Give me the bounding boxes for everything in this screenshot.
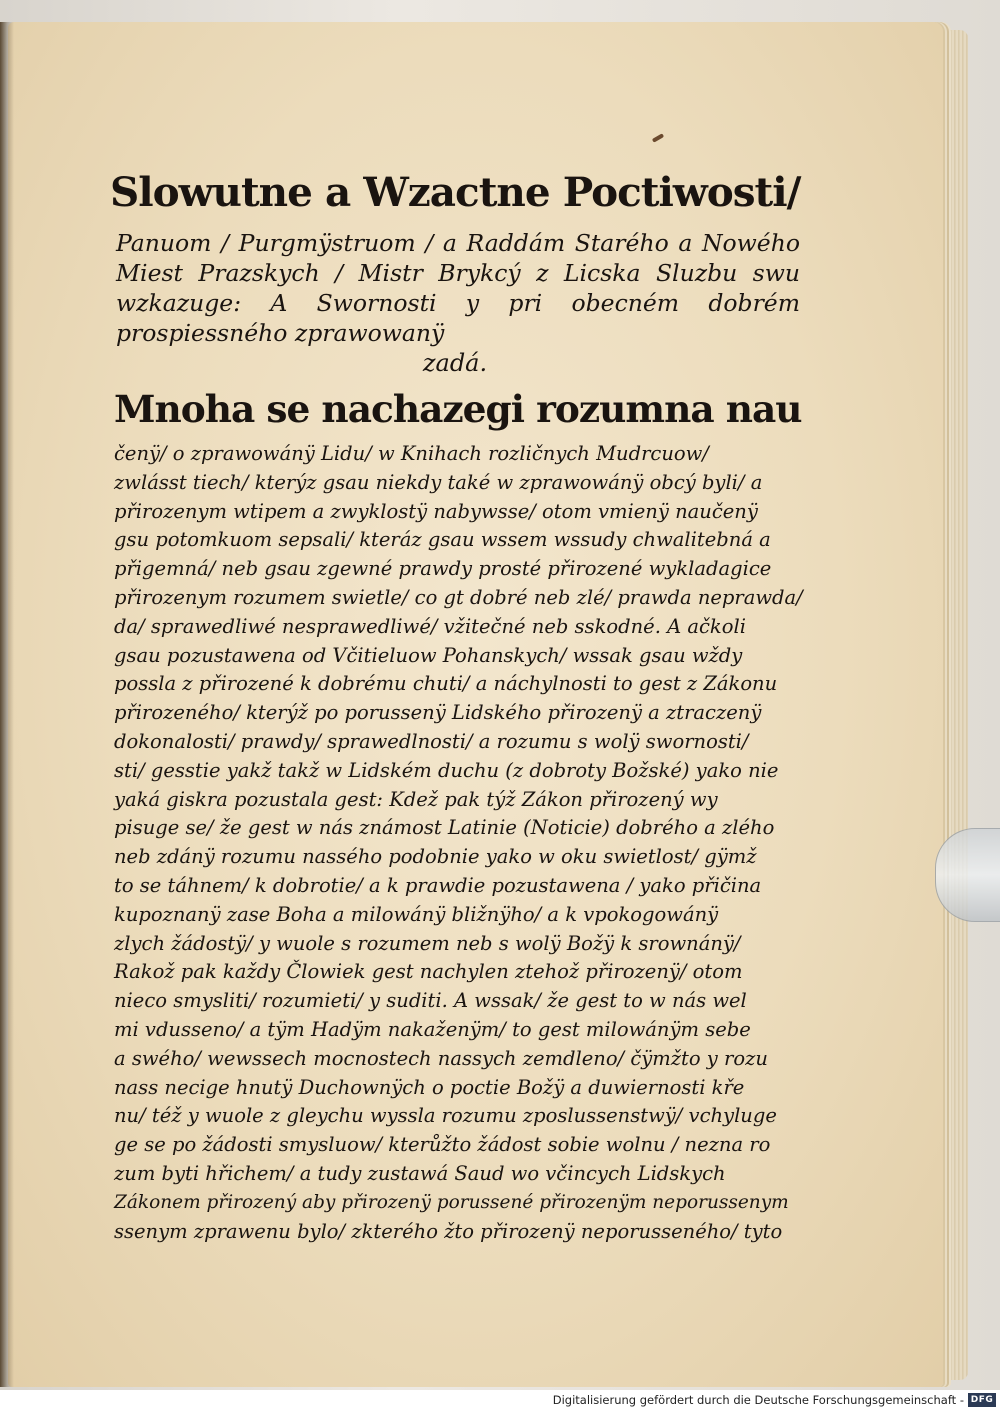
body-line: čenÿ/ o zprawowánÿ Lidu/ w Knihach rozličnych Mudrcuow/ xyxy=(114,442,709,465)
printed-text-block xyxy=(110,160,803,1246)
body-line: kupoznanÿ zase Boha a milowánÿ bližnÿho/ a k vpokogowánÿ xyxy=(114,902,719,926)
document-title: Slowutne a Wzactne Poctiwosti/ xyxy=(110,168,801,216)
body-line: přirozenym wtipem a zwyklostÿ nabywsse/ otom vmienÿ naučenÿ xyxy=(114,499,758,523)
body-line: ssenym zprawenu bylo/ zkterého žto přirozenÿ neporusseného/ tyto xyxy=(114,1219,783,1243)
body-line: da/ sprawedliwé nesprawedliwé/ vžitečné neb sskodné. A ačkoli xyxy=(114,614,746,638)
incipit-line: Mnoha se nachazegi rozumna nau xyxy=(114,387,802,431)
body-line: to se táhnem/ k dobrotie/ a k prawdie pozustawena / yako přičina xyxy=(114,873,762,897)
body-line: přirozenym rozumem swietle/ co gt dobré neb zlé/ prawda neprawda/ xyxy=(114,585,803,609)
body-line: pisuge se/ že gest w nás známost Latinie (Noticie) dobrého a zlého xyxy=(114,816,775,840)
footer-bar xyxy=(0,1390,1000,1411)
body-line: přigemná/ neb gsau zgewné prawdy prosté přirozené wykladagice xyxy=(114,557,772,581)
funding-credit: Digitalisierung gefördert durch die Deutsche Forschungsgemeinschaft - xyxy=(552,1393,964,1407)
dfg-logo-icon: DFG xyxy=(968,1393,996,1407)
body-line: nieco smysliti/ rozumieti/ y suditi. A wssak/ že gest to w nás wel xyxy=(114,989,747,1013)
body-line: neb zdánÿ rozumu nassého podobnie yako w oku swietlost/ gÿmž xyxy=(114,845,757,869)
page-clip xyxy=(935,828,1000,922)
body-line: nass necige hnutÿ Duchownÿch o poctie Božÿ a duwiernosti kře xyxy=(114,1075,745,1099)
body-line: zwlásst tiech/ kterýz gsau niekdy také w zprawowánÿ obcý byli/ a xyxy=(114,470,763,494)
body-line: přirozeného/ kterýž po porussenÿ Lidského přirozenÿ a ztraczenÿ xyxy=(114,701,762,725)
body-text xyxy=(114,440,803,1246)
body-line: sti/ gesstie yakž takž w Lidském duchu (z dobroty Božské) yako nie xyxy=(114,758,779,782)
dedication-text: Panuom / Purgmÿstruom / a Raddám Starého a Nowého Miest Prazskych / Mistr Brykcý z Licska Sluzbu swu wzkazuge: A Swornosti y pri obecném dobrém prospiessného zprawowanÿ xyxy=(116,229,800,347)
body-line: nu/ též y wuole z gleychu wyssla rozumu zposlussenstwÿ/ vchyluge xyxy=(114,1104,777,1128)
body-line: dokonalosti/ prawdy/ sprawedlnosti/ a rozumu s wolÿ swornosti/ xyxy=(114,729,749,753)
body-line: zlych žádostÿ/ y wuole s rozumem neb s wolÿ Božÿ k srownánÿ/ xyxy=(114,931,741,955)
body-line: mi vdusseno/ a tÿm Hadÿm nakaženÿm/ to gest milowánÿm sebe xyxy=(114,1017,751,1041)
dedication-end: zadá. xyxy=(422,349,488,377)
gutter-shadow xyxy=(0,22,14,1387)
body-line: Zákonem přirozený aby přirozenÿ porussené přirozenÿm neporussenym xyxy=(114,1191,789,1213)
body-line: zum byti hřichem/ a tudy zustawá Saud wo včincych Lidskych xyxy=(114,1161,726,1185)
body-line: Rakož pak každy Člowiek gest nachylen ztehož přirozenÿ/ otom xyxy=(114,960,743,984)
page-edge-stack xyxy=(940,30,968,1380)
body-line: gsau pozustawena od Včitieluow Pohanskych/ wssak gsau wždy xyxy=(114,643,743,667)
body-line: a swého/ wewssech mocnostech nassych zemdleno/ čÿmžto y rozu xyxy=(114,1046,768,1070)
body-line: yaká giskra pozustala gest: Kdež pak týž Zákon přirozený wy xyxy=(114,787,718,811)
body-line: possla z přirozené k dobrému chuti/ a náchylnosti to gest z Zákonu xyxy=(114,672,778,696)
body-line: gsu potomkuom sepsali/ kteráz gsau wssem wssudy chwalitebná a xyxy=(114,528,771,552)
body-line: ge se po žádosti smysluow/ kterůžto žádost sobie wolnu / nezna ro xyxy=(114,1133,771,1157)
